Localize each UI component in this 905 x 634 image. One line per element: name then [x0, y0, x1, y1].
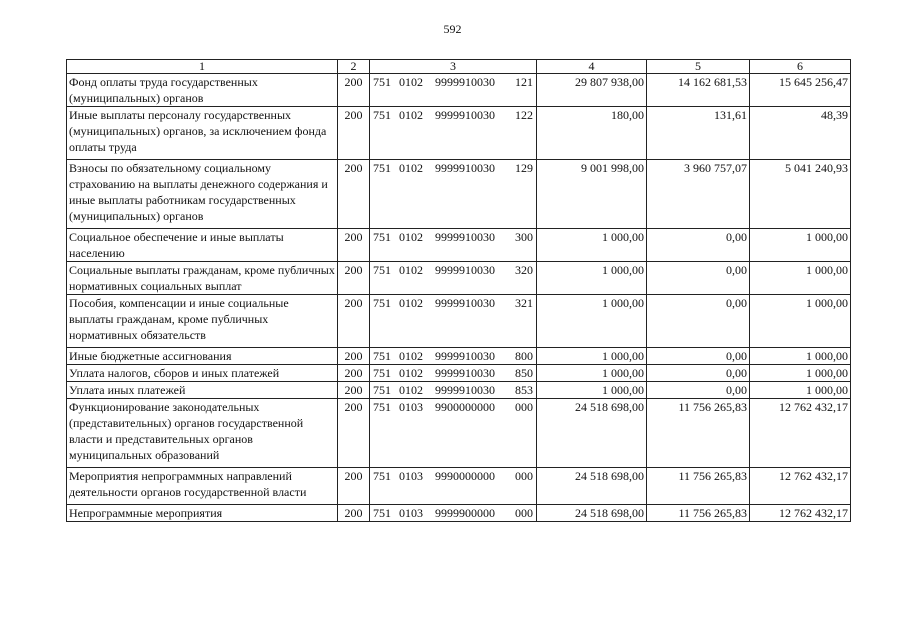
row-classification-code	[370, 229, 537, 262]
row-classification-code	[370, 468, 537, 505]
code-target-article: 9999910030	[435, 161, 495, 175]
row-name: Иные выплаты персоналу государственных (муниципальных) органов, за исключением фонда оплаты труда	[67, 107, 338, 160]
code-department: 751	[373, 366, 391, 380]
row-name: Иные бюджетные ассигнования	[67, 348, 338, 365]
row-amount-col6: 1 000,00	[750, 229, 851, 262]
code-section: 0102	[399, 108, 423, 122]
code-target-article: 9999910030	[435, 108, 495, 122]
code-target-article: 9999910030	[435, 75, 495, 89]
table-row	[67, 160, 851, 229]
row-amount-col6: 1 000,00	[750, 262, 851, 295]
row-amount-col5: 0,00	[647, 348, 750, 365]
code-parts	[373, 107, 533, 123]
code-section: 0102	[399, 263, 423, 277]
code-expense-type: 121	[515, 75, 533, 89]
row-classification-code	[370, 295, 537, 348]
row-amount-col6: 1 000,00	[750, 365, 851, 382]
row-code-col2: 200	[338, 160, 370, 229]
row-name: Уплата налогов, сборов и иных платежей	[67, 365, 338, 382]
row-amount-col4: 9 001 998,00	[537, 160, 647, 229]
code-target-article: 9999910030	[435, 263, 495, 277]
row-amount-col4: 24 518 698,00	[537, 468, 647, 505]
code-target-article: 9999910030	[435, 383, 495, 397]
row-amount-col5: 131,61	[647, 107, 750, 160]
row-code-col2: 200	[338, 229, 370, 262]
row-amount-col5: 0,00	[647, 365, 750, 382]
code-section: 0102	[399, 161, 423, 175]
table-row	[67, 348, 851, 365]
code-expense-type: 000	[515, 400, 533, 414]
row-amount-col6: 1 000,00	[750, 348, 851, 365]
row-code-col2: 200	[338, 382, 370, 399]
table-row	[67, 229, 851, 262]
table-row	[67, 262, 851, 295]
code-section: 0103	[399, 506, 423, 520]
code-parts	[373, 229, 533, 245]
row-name: Социальные выплаты гражданам, кроме публичных нормативных социальных выплат	[67, 262, 338, 295]
row-code-col2: 200	[338, 505, 370, 522]
row-amount-col5: 11 756 265,83	[647, 468, 750, 505]
code-target-article: 9990000000	[435, 469, 495, 483]
row-amount-col5: 3 960 757,07	[647, 160, 750, 229]
code-department: 751	[373, 400, 391, 414]
code-department: 751	[373, 75, 391, 89]
row-code-col2: 200	[338, 74, 370, 107]
code-parts	[373, 382, 533, 398]
header-col-5: 5	[647, 60, 750, 74]
row-amount-col4: 1 000,00	[537, 348, 647, 365]
row-amount-col6: 1 000,00	[750, 382, 851, 399]
row-amount-col5: 0,00	[647, 295, 750, 348]
table-row	[67, 74, 851, 107]
code-parts	[373, 74, 533, 90]
row-amount-col4: 180,00	[537, 107, 647, 160]
code-department: 751	[373, 230, 391, 244]
table-row	[67, 468, 851, 505]
code-section: 0102	[399, 75, 423, 89]
code-department: 751	[373, 108, 391, 122]
code-expense-type: 000	[515, 469, 533, 483]
table-row	[67, 382, 851, 399]
code-expense-type: 321	[515, 296, 533, 310]
code-parts	[373, 505, 533, 521]
code-expense-type: 853	[515, 383, 533, 397]
row-name: Непрограммные мероприятия	[67, 505, 338, 522]
code-section: 0103	[399, 400, 423, 414]
code-section: 0102	[399, 366, 423, 380]
row-classification-code	[370, 505, 537, 522]
header-row	[67, 60, 851, 74]
code-target-article: 9999910030	[435, 349, 495, 363]
row-amount-col4: 1 000,00	[537, 262, 647, 295]
header-col-3: 3	[370, 60, 537, 74]
row-classification-code	[370, 107, 537, 160]
code-section: 0103	[399, 469, 423, 483]
row-amount-col6: 15 645 256,47	[750, 74, 851, 107]
code-department: 751	[373, 263, 391, 277]
code-parts	[373, 365, 533, 381]
row-amount-col6: 12 762 432,17	[750, 399, 851, 468]
row-code-col2: 200	[338, 399, 370, 468]
row-amount-col6: 48,39	[750, 107, 851, 160]
row-amount-col6: 1 000,00	[750, 295, 851, 348]
row-classification-code	[370, 382, 537, 399]
row-code-col2: 200	[338, 295, 370, 348]
row-code-col2: 200	[338, 262, 370, 295]
code-section: 0102	[399, 230, 423, 244]
code-parts	[373, 295, 533, 311]
code-expense-type: 122	[515, 108, 533, 122]
budget-table	[66, 59, 851, 522]
row-amount-col6: 12 762 432,17	[750, 505, 851, 522]
code-parts	[373, 262, 533, 278]
row-amount-col4: 1 000,00	[537, 229, 647, 262]
table-row	[67, 107, 851, 160]
header-col-1: 1	[67, 60, 338, 74]
code-expense-type: 320	[515, 263, 533, 277]
header-col-2: 2	[338, 60, 370, 74]
code-target-article: 9999910030	[435, 230, 495, 244]
row-amount-col6: 12 762 432,17	[750, 468, 851, 505]
table-row	[67, 365, 851, 382]
row-name: Мероприятия непрограммных направлений деятельности органов государственной власти	[67, 468, 338, 505]
row-classification-code	[370, 74, 537, 107]
code-department: 751	[373, 349, 391, 363]
row-name: Фонд оплаты труда государственных (муниципальных) органов	[67, 74, 338, 107]
page-number: 592	[443, 22, 462, 36]
code-section: 0102	[399, 349, 423, 363]
code-section: 0102	[399, 296, 423, 310]
row-amount-col4: 1 000,00	[537, 295, 647, 348]
row-amount-col5: 14 162 681,53	[647, 74, 750, 107]
row-amount-col5: 11 756 265,83	[647, 399, 750, 468]
code-department: 751	[373, 161, 391, 175]
row-name: Социальное обеспечение и иные выплаты населению	[67, 229, 338, 262]
code-parts	[373, 399, 533, 415]
row-code-col2: 200	[338, 365, 370, 382]
row-amount-col4: 1 000,00	[537, 382, 647, 399]
row-amount-col6: 5 041 240,93	[750, 160, 851, 229]
row-name: Функционирование законодательных (представительных) органов государственной власти и представительных органов муниципальных образований	[67, 399, 338, 468]
row-amount-col4: 24 518 698,00	[537, 505, 647, 522]
code-expense-type: 850	[515, 366, 533, 380]
row-classification-code	[370, 348, 537, 365]
code-parts	[373, 160, 533, 176]
row-amount-col5: 0,00	[647, 262, 750, 295]
code-target-article: 9999910030	[435, 296, 495, 310]
code-target-article: 9900000000	[435, 400, 495, 414]
code-parts	[373, 468, 533, 484]
code-section: 0102	[399, 383, 423, 397]
row-code-col2: 200	[338, 107, 370, 160]
code-expense-type: 300	[515, 230, 533, 244]
row-name: Уплата иных платежей	[67, 382, 338, 399]
code-department: 751	[373, 469, 391, 483]
code-target-article: 9999900000	[435, 506, 495, 520]
row-classification-code	[370, 365, 537, 382]
code-department: 751	[373, 296, 391, 310]
table-body	[67, 74, 851, 522]
row-amount-col4: 1 000,00	[537, 365, 647, 382]
code-department: 751	[373, 506, 391, 520]
code-department: 751	[373, 383, 391, 397]
header-col-4: 4	[537, 60, 647, 74]
row-amount-col5: 11 756 265,83	[647, 505, 750, 522]
row-amount-col5: 0,00	[647, 229, 750, 262]
row-name: Пособия, компенсации и иные социальные выплаты гражданам, кроме публичных нормативных обязательств	[67, 295, 338, 348]
table-row	[67, 505, 851, 522]
row-name: Взносы по обязательному социальному страхованию на выплаты денежного содержания и иные выплаты работникам государственных (муниципальных) органов	[67, 160, 338, 229]
code-expense-type: 000	[515, 506, 533, 520]
code-parts	[373, 348, 533, 364]
row-classification-code	[370, 262, 537, 295]
code-target-article: 9999910030	[435, 366, 495, 380]
row-classification-code	[370, 160, 537, 229]
code-expense-type: 800	[515, 349, 533, 363]
header-col-6: 6	[750, 60, 851, 74]
table-row	[67, 295, 851, 348]
table-row	[67, 399, 851, 468]
row-amount-col4: 24 518 698,00	[537, 399, 647, 468]
code-expense-type: 129	[515, 161, 533, 175]
row-amount-col4: 29 807 938,00	[537, 74, 647, 107]
row-code-col2: 200	[338, 468, 370, 505]
row-amount-col5: 0,00	[647, 382, 750, 399]
row-classification-code	[370, 399, 537, 468]
row-code-col2: 200	[338, 348, 370, 365]
